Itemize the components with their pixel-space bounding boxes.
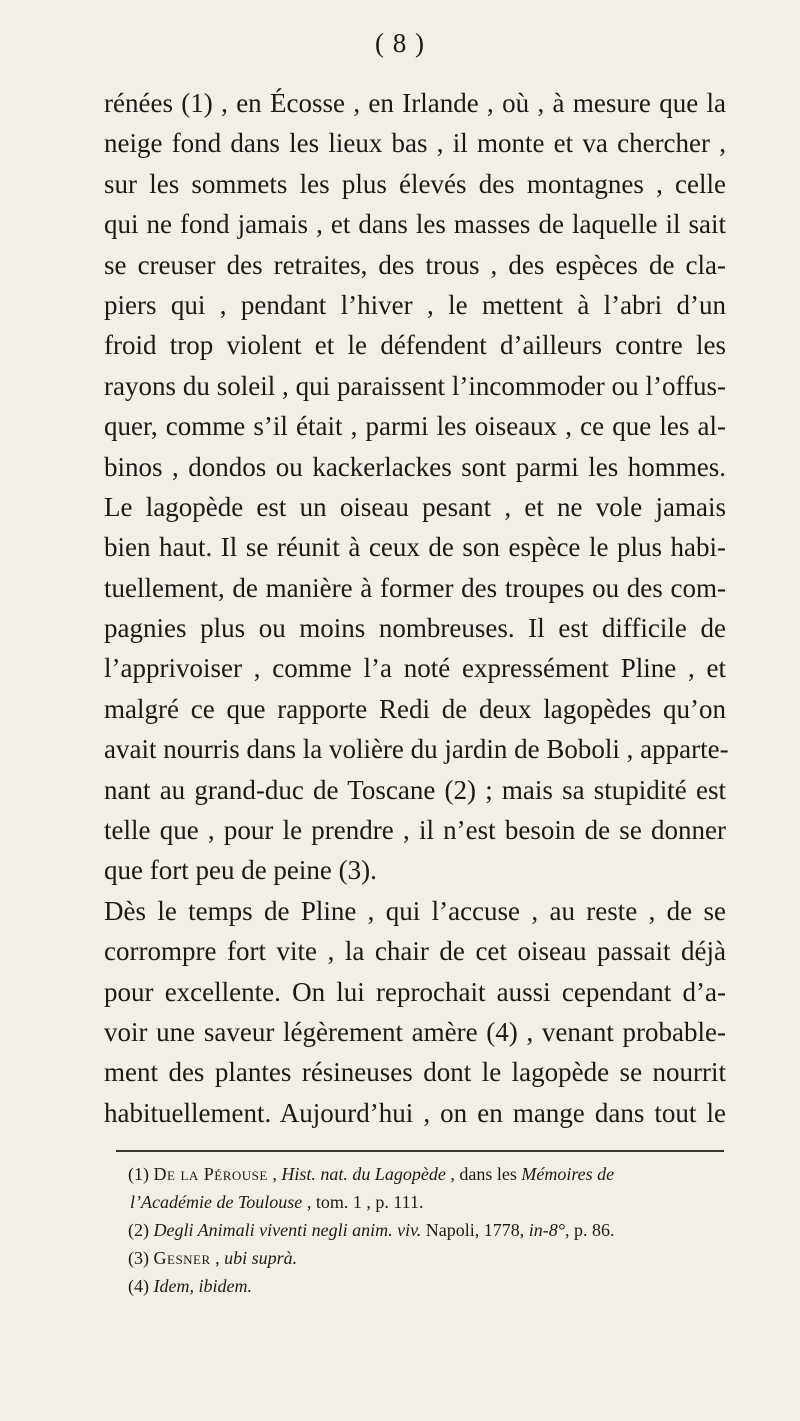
text-line: neige fond dans les lieux bas , il monte et va chercher ,	[104, 128, 726, 159]
text-line: rayons du soleil , qui paraissent l’incommoder ou l’offus-	[104, 370, 726, 401]
text-line: que fort peu de peine (3).	[104, 855, 377, 886]
text-line: qui ne fond jamais , et dans les masses de laquelle il sait	[104, 209, 726, 240]
footnote-1-continuation	[128, 1188, 728, 1216]
footnote-reference: Napoli, 1778,	[421, 1220, 529, 1240]
text-line: corrompre fort vite , la chair de cet oiseau passait déjà	[104, 936, 726, 967]
text-line: l’apprivoiser , comme l’a noté expressément Pline , et	[104, 653, 726, 684]
text-line: bien haut. Il se réunit à ceux de son espèce le plus habi-	[104, 532, 726, 563]
footnote-format: in-8°	[528, 1220, 565, 1240]
text-line: pour excellente. On lui reprochait aussi cependant d’a-	[104, 976, 726, 1007]
footnote-series: Mémoires de	[521, 1164, 615, 1184]
text-line: sur les sommets les plus élevés des montagnes , celle	[104, 168, 726, 199]
footnote-separator: ,	[210, 1248, 225, 1268]
footnote-2	[128, 1216, 728, 1244]
footnote-reference: ubi suprà.	[224, 1248, 298, 1268]
text-line: binos , dondos ou kackerlackes sont parmi les hommes.	[104, 451, 726, 482]
text-line: Dès le temps de Pline , qui l’accuse , au reste , de se	[104, 895, 726, 926]
footnote-reference: , tom. 1 , p. 111.	[302, 1192, 424, 1212]
text-line: piers qui , pendant l’hiver , le mettent à l’abri d’un	[104, 289, 726, 320]
text-line: malgré ce que rapporte Redi de deux lagopèdes qu’on	[104, 693, 726, 724]
footnote-title: Degli Animali viventi negli anim. viv.	[153, 1220, 422, 1240]
text-line: quer, comme s’il était , parmi les oiseaux , ce que les al-	[104, 411, 726, 442]
footnote-reference: Idem, ibidem.	[153, 1276, 252, 1296]
body-text	[104, 83, 729, 1133]
footnote-separator: , dans les	[445, 1164, 522, 1184]
footnote-separator: ,	[267, 1164, 282, 1184]
footnote-author: De la Pérouse	[153, 1164, 268, 1184]
footnote-marker: (2)	[128, 1220, 149, 1240]
footnote-divider	[116, 1150, 724, 1152]
footnote-marker: (4)	[128, 1276, 149, 1296]
text-line: pagnies plus ou moins nombreuses. Il est difficile de	[104, 613, 726, 644]
footnote-marker: (3)	[128, 1248, 149, 1268]
page-number: ( 8 )	[375, 28, 425, 58]
text-line: telle que , pour le prendre , il n’est besoin de se donner	[104, 815, 726, 846]
footnote-title: Hist. nat. du Lagopède	[281, 1164, 446, 1184]
footnote-page: , p. 86.	[564, 1220, 615, 1240]
text-line: tuellement, de manière à former des troupes ou des com-	[104, 572, 726, 603]
text-line: ment des plantes résineuses dont le lagopède se nourrit	[104, 1057, 726, 1088]
text-line: se creuser des retraites, des trous , des espèces de cla-	[104, 249, 726, 280]
text-line: Le lagopède est un oiseau pesant , et ne vole jamais	[104, 491, 726, 522]
footnote-marker: (1)	[128, 1164, 149, 1184]
text-line: froid trop violent et le défendent d’ailleurs contre les	[104, 330, 726, 361]
footnote-1	[128, 1160, 728, 1188]
text-line: nant au grand-duc de Toscane (2) ; mais sa stupidité est	[104, 774, 726, 805]
text-line: avait nourris dans la volière du jardin de Boboli , apparte-	[104, 734, 729, 765]
text-line: habituellement. Aujourd’hui , on en mange dans tout le	[104, 1097, 726, 1128]
footnotes	[128, 1160, 728, 1300]
footnote-series-continued: l’Académie de Toulouse	[130, 1192, 303, 1212]
footnote-4	[128, 1272, 728, 1300]
text-line: voir une saveur légèrement amère (4) , venant probable-	[104, 1016, 726, 1047]
footnote-3	[128, 1244, 728, 1272]
text-line: rénées (1) , en Écosse , en Irlande , où , à mesure que la	[104, 88, 726, 118]
footnote-author: Gesner	[153, 1248, 211, 1268]
